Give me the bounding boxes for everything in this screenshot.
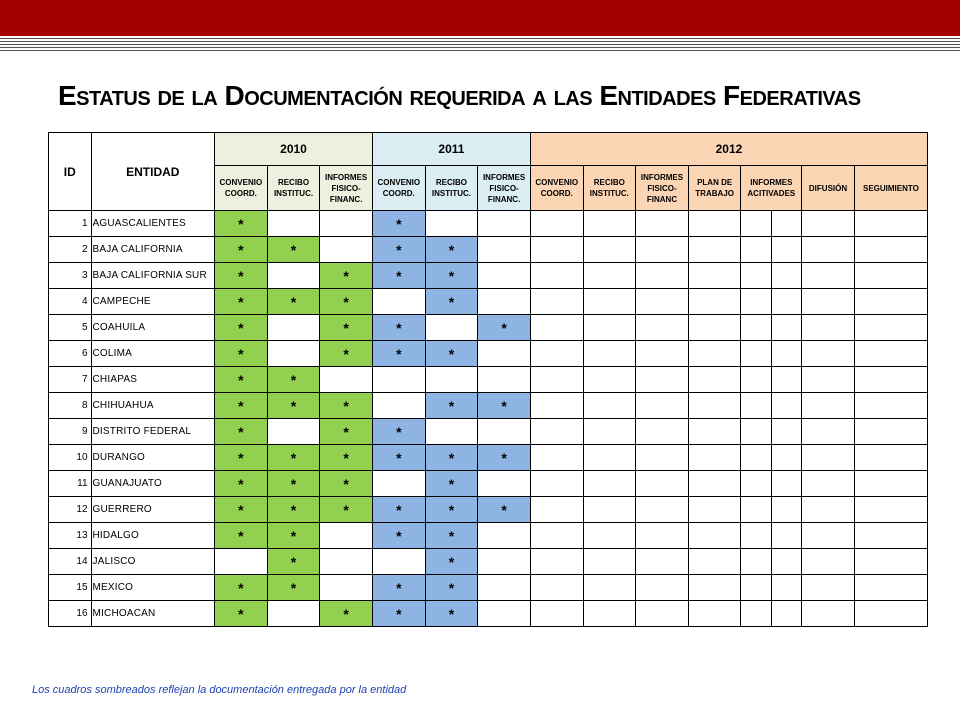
status-cell-2012-3: [636, 289, 689, 315]
status-cell-2012-4: [688, 289, 741, 315]
status-cell-2012-7: [802, 419, 855, 445]
status-cell-2012-5: [741, 497, 771, 523]
status-cell-2011-2: *: [425, 445, 478, 471]
status-cell-2012-6: [771, 315, 801, 341]
year-2012-header: 2012: [530, 133, 927, 166]
status-cell-2011-2: [425, 419, 478, 445]
status-cell-2012-7: [802, 341, 855, 367]
status-cell-2012-1: [530, 367, 583, 393]
row-entity-name: GUERRERO: [91, 497, 215, 523]
row-id: 12: [49, 497, 92, 523]
status-cell-2012-1: [530, 497, 583, 523]
status-cell-2011-3: *: [478, 497, 531, 523]
status-cell-2012-7: [802, 393, 855, 419]
status-cell-2012-3: [636, 393, 689, 419]
status-cell-2012-2: [583, 601, 636, 627]
status-cell-2010-3: [320, 523, 373, 549]
status-cell-2010-2: [267, 263, 320, 289]
status-cell-2011-3: [478, 523, 531, 549]
status-cell-2012-8: [854, 601, 927, 627]
sub-2012-actividades: INFORMES ACITIVADES: [741, 166, 802, 211]
top-stripe-pattern: [0, 38, 960, 52]
table-row: [49, 263, 928, 289]
status-cell-2012-4: [688, 237, 741, 263]
status-cell-2012-4: [688, 497, 741, 523]
status-cell-2012-6: [771, 497, 801, 523]
status-cell-2012-4: [688, 393, 741, 419]
status-cell-2010-3: [320, 237, 373, 263]
status-cell-2012-6: [771, 289, 801, 315]
year-2011-header: 2011: [372, 133, 530, 166]
status-cell-2012-7: [802, 315, 855, 341]
status-cell-2011-1: *: [372, 211, 425, 237]
row-id: 4: [49, 289, 92, 315]
status-cell-2012-5: [741, 315, 771, 341]
status-cell-2011-3: [478, 211, 531, 237]
status-cell-2011-1: [372, 367, 425, 393]
status-cell-2012-7: [802, 445, 855, 471]
entity-column-header: ENTIDAD: [91, 133, 215, 211]
status-cell-2012-5: [741, 367, 771, 393]
status-cell-2011-3: [478, 575, 531, 601]
status-cell-2012-5: [741, 237, 771, 263]
id-column-header: ID: [49, 133, 92, 211]
sub-2012-seguimiento: SEGUIMIENTO: [854, 166, 927, 211]
status-cell-2011-2: *: [425, 237, 478, 263]
status-cell-2012-4: [688, 601, 741, 627]
row-id: 15: [49, 575, 92, 601]
row-entity-name: CAMPECHE: [91, 289, 215, 315]
status-cell-2010-3: [320, 367, 373, 393]
sub-2011-informes: INFORMES FISICO-FINANC.: [478, 166, 531, 211]
row-entity-name: AGUASCALIENTES: [91, 211, 215, 237]
status-cell-2010-1: *: [215, 263, 268, 289]
status-cell-2012-1: [530, 289, 583, 315]
row-entity-name: MICHOACAN: [91, 601, 215, 627]
status-cell-2011-2: [425, 211, 478, 237]
status-cell-2012-2: [583, 237, 636, 263]
table-row: [49, 341, 928, 367]
status-cell-2010-1: *: [215, 575, 268, 601]
status-cell-2010-1: *: [215, 367, 268, 393]
status-cell-2011-1: *: [372, 601, 425, 627]
status-cell-2012-5: [741, 393, 771, 419]
status-cell-2012-4: [688, 367, 741, 393]
table-row: [49, 549, 928, 575]
status-cell-2012-7: [802, 367, 855, 393]
status-cell-2011-1: *: [372, 263, 425, 289]
year-2010-header: 2010: [215, 133, 373, 166]
status-cell-2012-1: [530, 575, 583, 601]
status-cell-2012-2: [583, 393, 636, 419]
row-entity-name: HIDALGO: [91, 523, 215, 549]
status-cell-2012-8: [854, 497, 927, 523]
status-cell-2012-1: [530, 549, 583, 575]
status-cell-2010-3: [320, 549, 373, 575]
status-cell-2010-3: *: [320, 315, 373, 341]
status-cell-2012-8: [854, 211, 927, 237]
status-cell-2012-3: [636, 497, 689, 523]
status-cell-2011-3: [478, 549, 531, 575]
status-cell-2012-7: [802, 263, 855, 289]
status-cell-2011-3: [478, 601, 531, 627]
status-cell-2012-7: [802, 523, 855, 549]
status-cell-2012-1: [530, 211, 583, 237]
status-cell-2012-5: [741, 471, 771, 497]
status-cell-2012-4: [688, 445, 741, 471]
status-cell-2012-2: [583, 419, 636, 445]
status-cell-2012-1: [530, 419, 583, 445]
status-cell-2012-1: [530, 445, 583, 471]
status-cell-2012-8: [854, 549, 927, 575]
table-row: [49, 237, 928, 263]
status-cell-2012-3: [636, 211, 689, 237]
status-cell-2010-2: [267, 341, 320, 367]
table-row: [49, 289, 928, 315]
status-cell-2012-2: [583, 341, 636, 367]
status-cell-2011-2: [425, 367, 478, 393]
status-cell-2012-2: [583, 549, 636, 575]
top-red-band: [0, 0, 960, 36]
status-cell-2012-7: [802, 549, 855, 575]
status-cell-2012-2: [583, 211, 636, 237]
status-cell-2011-1: *: [372, 237, 425, 263]
table-row: [49, 445, 928, 471]
status-cell-2012-6: [771, 601, 801, 627]
status-cell-2012-1: [530, 471, 583, 497]
status-cell-2012-7: [802, 575, 855, 601]
status-cell-2010-3: *: [320, 497, 373, 523]
status-cell-2012-8: [854, 367, 927, 393]
status-cell-2011-1: *: [372, 445, 425, 471]
status-cell-2011-1: *: [372, 315, 425, 341]
status-cell-2012-1: [530, 601, 583, 627]
status-cell-2012-4: [688, 549, 741, 575]
sub-2012-convenio: CONVENIO COORD.: [530, 166, 583, 211]
sub-2010-convenio: CONVENIO COORD.: [215, 166, 268, 211]
status-cell-2011-2: *: [425, 341, 478, 367]
status-cell-2012-6: [771, 237, 801, 263]
status-cell-2012-7: [802, 471, 855, 497]
sub-2010-informes: INFORMES FISICO-FINANC.: [320, 166, 373, 211]
status-cell-2010-2: [267, 211, 320, 237]
status-cell-2012-7: [802, 497, 855, 523]
row-id: 1: [49, 211, 92, 237]
status-cell-2012-3: [636, 601, 689, 627]
status-cell-2012-3: [636, 341, 689, 367]
status-cell-2012-8: [854, 341, 927, 367]
row-entity-name: BAJA CALIFORNIA: [91, 237, 215, 263]
status-cell-2012-6: [771, 341, 801, 367]
status-cell-2012-6: [771, 263, 801, 289]
status-cell-2011-2: *: [425, 523, 478, 549]
status-cell-2011-2: [425, 315, 478, 341]
status-cell-2011-1: [372, 549, 425, 575]
status-cell-2010-1: *: [215, 289, 268, 315]
status-cell-2012-3: [636, 237, 689, 263]
row-entity-name: GUANAJUATO: [91, 471, 215, 497]
status-cell-2011-3: *: [478, 315, 531, 341]
status-cell-2010-2: [267, 419, 320, 445]
status-cell-2012-8: [854, 471, 927, 497]
status-cell-2012-4: [688, 419, 741, 445]
status-cell-2012-3: [636, 445, 689, 471]
row-id: 8: [49, 393, 92, 419]
status-cell-2012-6: [771, 211, 801, 237]
status-cell-2010-2: *: [267, 497, 320, 523]
row-entity-name: DISTRITO FEDERAL: [91, 419, 215, 445]
status-cell-2010-3: *: [320, 601, 373, 627]
status-cell-2012-2: [583, 471, 636, 497]
status-cell-2010-2: *: [267, 445, 320, 471]
status-cell-2010-1: *: [215, 523, 268, 549]
status-cell-2011-1: *: [372, 341, 425, 367]
sub-2012-informes: INFORMES FISICO-FINANC: [636, 166, 689, 211]
status-cell-2012-6: [771, 471, 801, 497]
row-id: 6: [49, 341, 92, 367]
row-id: 10: [49, 445, 92, 471]
status-cell-2010-3: *: [320, 393, 373, 419]
status-cell-2011-3: [478, 237, 531, 263]
status-cell-2012-5: [741, 445, 771, 471]
status-cell-2011-2: *: [425, 263, 478, 289]
status-cell-2011-2: *: [425, 393, 478, 419]
status-cell-2012-2: [583, 263, 636, 289]
status-cell-2012-6: [771, 445, 801, 471]
status-cell-2011-3: *: [478, 445, 531, 471]
status-cell-2010-1: *: [215, 497, 268, 523]
table-row: [49, 471, 928, 497]
status-cell-2010-2: *: [267, 523, 320, 549]
status-cell-2010-1: *: [215, 419, 268, 445]
sub-2011-convenio: CONVENIO COORD.: [372, 166, 425, 211]
table-row: [49, 315, 928, 341]
status-cell-2010-1: *: [215, 341, 268, 367]
status-cell-2012-5: [741, 289, 771, 315]
status-cell-2012-1: [530, 263, 583, 289]
status-cell-2012-7: [802, 211, 855, 237]
status-cell-2012-8: [854, 445, 927, 471]
table-row: [49, 601, 928, 627]
row-id: 13: [49, 523, 92, 549]
status-cell-2010-3: *: [320, 263, 373, 289]
status-cell-2012-8: [854, 289, 927, 315]
row-id: 3: [49, 263, 92, 289]
status-cell-2012-6: [771, 549, 801, 575]
status-cell-2012-2: [583, 497, 636, 523]
status-cell-2012-8: [854, 237, 927, 263]
status-cell-2011-2: *: [425, 497, 478, 523]
status-cell-2010-1: [215, 549, 268, 575]
sub-2012-recibo: RECIBO INSTITUC.: [583, 166, 636, 211]
row-entity-name: CHIAPAS: [91, 367, 215, 393]
status-cell-2011-1: [372, 471, 425, 497]
status-cell-2010-1: *: [215, 237, 268, 263]
row-entity-name: BAJA CALIFORNIA SUR: [91, 263, 215, 289]
row-entity-name: COLIMA: [91, 341, 215, 367]
row-entity-name: DURANGO: [91, 445, 215, 471]
status-cell-2010-1: *: [215, 471, 268, 497]
status-cell-2011-2: *: [425, 471, 478, 497]
status-cell-2012-5: [741, 575, 771, 601]
status-cell-2010-1: *: [215, 393, 268, 419]
status-cell-2012-3: [636, 367, 689, 393]
status-cell-2012-5: [741, 263, 771, 289]
status-cell-2012-6: [771, 367, 801, 393]
status-cell-2012-8: [854, 575, 927, 601]
status-cell-2010-2: [267, 315, 320, 341]
row-id: 2: [49, 237, 92, 263]
status-cell-2010-1: *: [215, 315, 268, 341]
row-id: 7: [49, 367, 92, 393]
status-cell-2010-3: *: [320, 471, 373, 497]
status-cell-2011-1: *: [372, 523, 425, 549]
status-cell-2011-3: [478, 341, 531, 367]
status-cell-2012-4: [688, 575, 741, 601]
status-cell-2012-1: [530, 237, 583, 263]
status-cell-2010-2: *: [267, 367, 320, 393]
row-id: 5: [49, 315, 92, 341]
status-cell-2012-8: [854, 523, 927, 549]
table-body: [49, 211, 928, 627]
table-row: [49, 367, 928, 393]
status-cell-2012-8: [854, 263, 927, 289]
status-cell-2012-2: [583, 575, 636, 601]
status-cell-2012-6: [771, 419, 801, 445]
status-cell-2010-1: *: [215, 601, 268, 627]
status-cell-2012-5: [741, 601, 771, 627]
status-cell-2011-3: *: [478, 393, 531, 419]
status-cell-2011-2: *: [425, 575, 478, 601]
row-entity-name: MEXICO: [91, 575, 215, 601]
status-cell-2011-3: [478, 263, 531, 289]
table-row: [49, 575, 928, 601]
sub-2010-recibo: RECIBO INSTITUC.: [267, 166, 320, 211]
status-cell-2010-2: *: [267, 393, 320, 419]
status-cell-2010-2: *: [267, 237, 320, 263]
status-cell-2012-1: [530, 315, 583, 341]
status-cell-2012-2: [583, 445, 636, 471]
status-cell-2011-1: [372, 393, 425, 419]
status-cell-2012-1: [530, 341, 583, 367]
status-cell-2012-4: [688, 315, 741, 341]
status-cell-2012-3: [636, 471, 689, 497]
status-cell-2012-3: [636, 419, 689, 445]
status-cell-2011-2: *: [425, 549, 478, 575]
status-cell-2012-5: [741, 523, 771, 549]
status-cell-2011-2: *: [425, 601, 478, 627]
status-cell-2012-3: [636, 263, 689, 289]
row-id: 14: [49, 549, 92, 575]
table-row: [49, 393, 928, 419]
status-cell-2012-3: [636, 575, 689, 601]
sub-2012-difusion: DIFUSIÓN: [802, 166, 855, 211]
status-cell-2012-5: [741, 211, 771, 237]
row-entity-name: JALISCO: [91, 549, 215, 575]
status-cell-2012-7: [802, 237, 855, 263]
status-cell-2012-4: [688, 471, 741, 497]
row-id: 16: [49, 601, 92, 627]
table-row: [49, 419, 928, 445]
status-cell-2010-2: *: [267, 549, 320, 575]
status-cell-2010-2: [267, 601, 320, 627]
status-cell-2010-1: *: [215, 211, 268, 237]
status-cell-2012-3: [636, 549, 689, 575]
status-cell-2011-3: [478, 471, 531, 497]
row-entity-name: CHIHUAHUA: [91, 393, 215, 419]
status-cell-2010-3: *: [320, 419, 373, 445]
status-cell-2012-7: [802, 289, 855, 315]
status-cell-2012-6: [771, 523, 801, 549]
status-cell-2010-1: *: [215, 445, 268, 471]
status-cell-2010-3: [320, 575, 373, 601]
status-cell-2012-3: [636, 523, 689, 549]
status-cell-2011-1: *: [372, 575, 425, 601]
status-cell-2011-3: [478, 289, 531, 315]
status-cell-2012-8: [854, 393, 927, 419]
status-cell-2012-3: [636, 315, 689, 341]
status-cell-2012-6: [771, 575, 801, 601]
status-cell-2010-3: *: [320, 289, 373, 315]
row-id: 9: [49, 419, 92, 445]
status-cell-2012-8: [854, 419, 927, 445]
status-cell-2012-4: [688, 341, 741, 367]
status-cell-2012-2: [583, 315, 636, 341]
status-cell-2012-4: [688, 211, 741, 237]
status-cell-2012-1: [530, 523, 583, 549]
status-cell-2010-2: *: [267, 575, 320, 601]
table-row: [49, 211, 928, 237]
status-cell-2011-3: [478, 419, 531, 445]
status-cell-2012-5: [741, 341, 771, 367]
table-row: [49, 497, 928, 523]
status-cell-2012-6: [771, 393, 801, 419]
status-cell-2012-2: [583, 523, 636, 549]
status-cell-2012-1: [530, 393, 583, 419]
status-cell-2012-8: [854, 315, 927, 341]
status-cell-2011-2: *: [425, 289, 478, 315]
sub-2012-plan: PLAN DE TRABAJO: [688, 166, 741, 211]
status-cell-2010-2: *: [267, 471, 320, 497]
status-cell-2010-3: *: [320, 341, 373, 367]
status-cell-2012-7: [802, 601, 855, 627]
status-cell-2011-1: [372, 289, 425, 315]
status-cell-2012-4: [688, 263, 741, 289]
status-cell-2012-2: [583, 367, 636, 393]
status-cell-2012-2: [583, 289, 636, 315]
status-cell-2012-4: [688, 523, 741, 549]
table-row: [49, 523, 928, 549]
year-header-row: [49, 133, 928, 166]
status-cell-2011-3: [478, 367, 531, 393]
status-cell-2010-3: *: [320, 445, 373, 471]
footnote: Los cuadros sombreados reflejan la documentación entregada por la entidad: [32, 684, 407, 696]
status-cell-2012-5: [741, 419, 771, 445]
status-cell-2010-3: [320, 211, 373, 237]
status-cell-2011-1: *: [372, 419, 425, 445]
status-cell-2012-5: [741, 549, 771, 575]
documentation-status-table: [48, 132, 928, 627]
sub-2011-recibo: RECIBO INSTITUC.: [425, 166, 478, 211]
page-title: Estatus de la Documentación requerida a las Entidades Federativas: [58, 80, 861, 111]
row-entity-name: COAHUILA: [91, 315, 215, 341]
status-cell-2011-1: *: [372, 497, 425, 523]
status-cell-2010-2: *: [267, 289, 320, 315]
row-id: 11: [49, 471, 92, 497]
